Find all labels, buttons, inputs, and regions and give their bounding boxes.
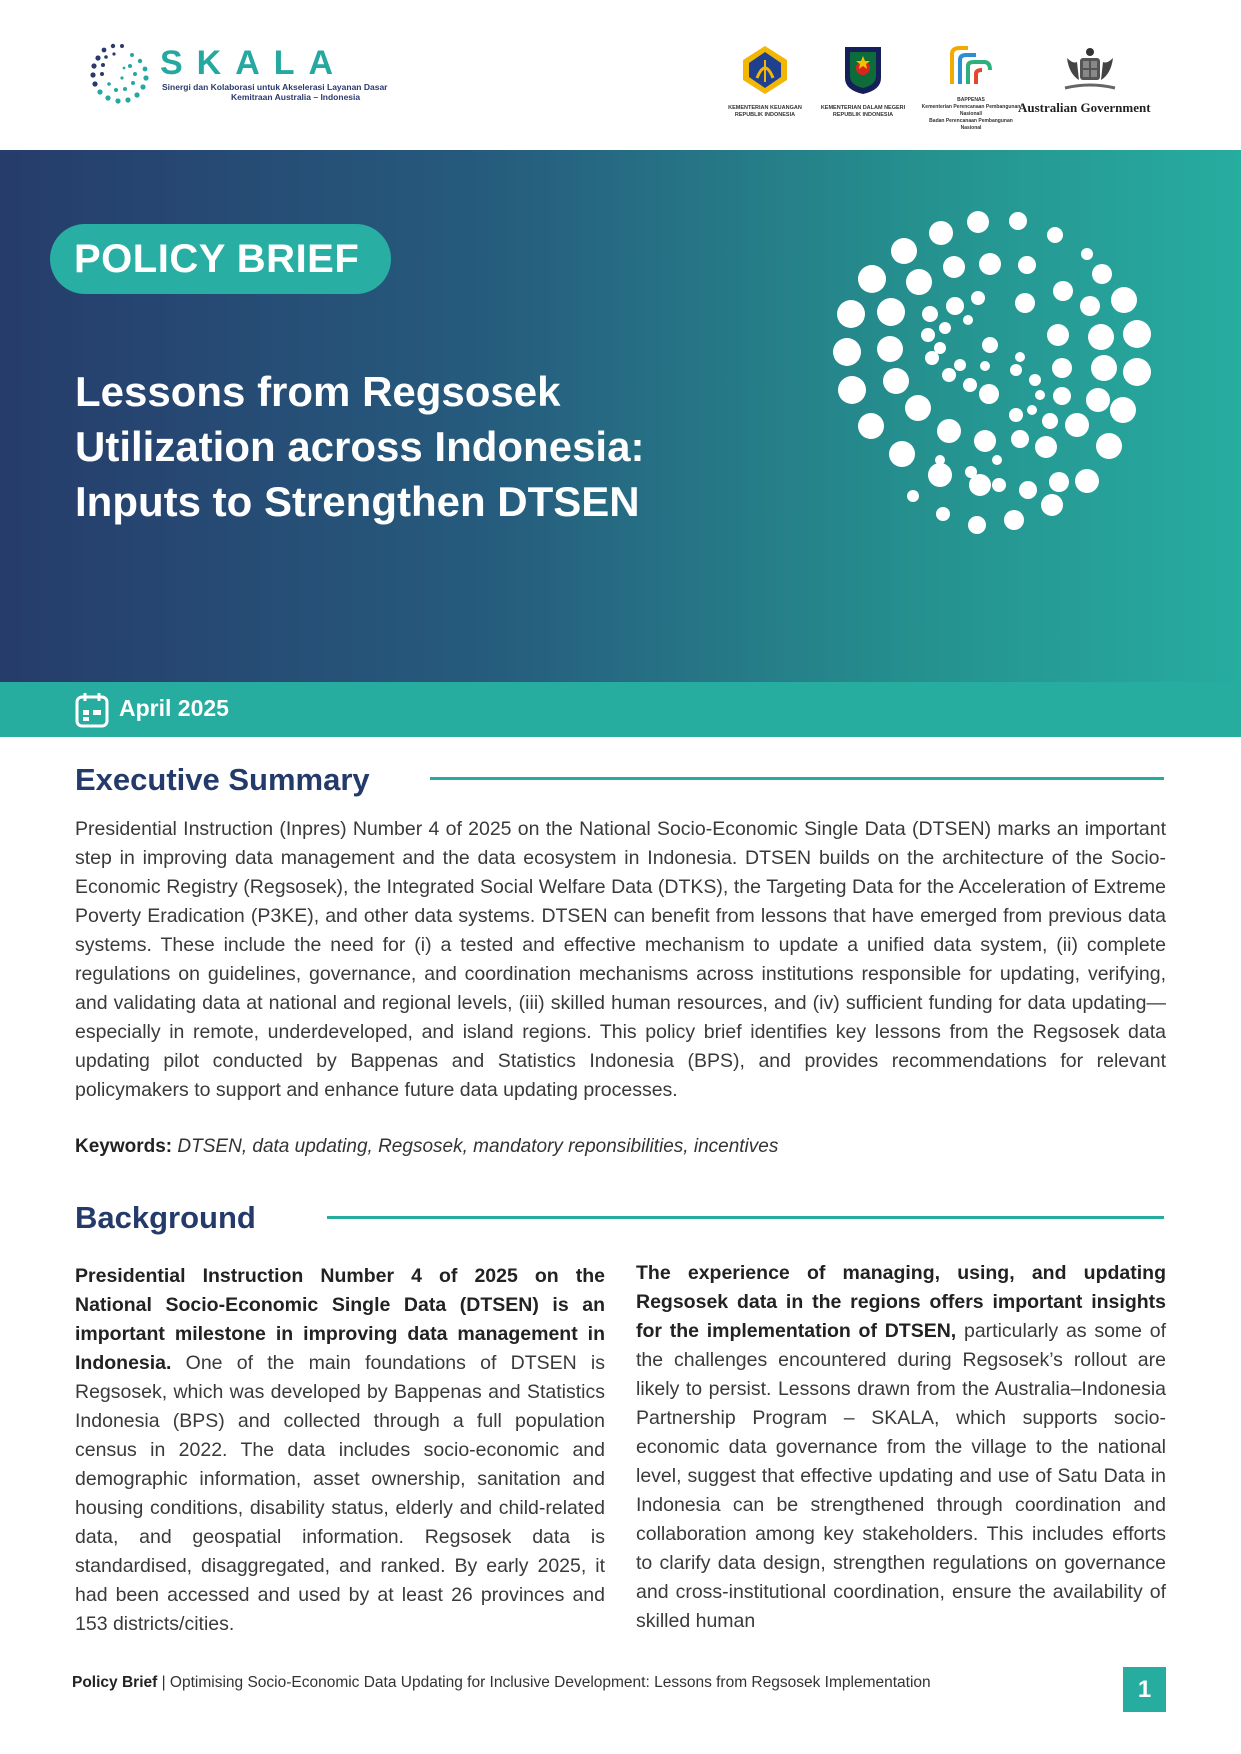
partner-caption: BAPPENAS Kementerian Perencanaan Pembangunan Nasional/ Badan Perencanaan Pembangunan Nasional: [921, 97, 1021, 131]
page-footer: [72, 1674, 931, 1692]
hero-banner: [0, 150, 1241, 682]
background-column-2: [636, 1259, 1166, 1636]
document-header: [0, 0, 1241, 150]
australian-government-label: Australian Government: [1018, 100, 1151, 115]
keywords-list: DTSEN, data updating, Regsosek, mandatory reponsibilities, incentives: [177, 1136, 779, 1157]
footer-separator: |: [157, 1674, 170, 1691]
skala-partnership-tagline: Kemitraan Australia – Indonesia: [231, 92, 361, 102]
skala-logo-icon: [84, 38, 156, 110]
background-heading: Background: [75, 1200, 256, 1235]
executive-summary-body: Presidential Instruction (Inpres) Number 4 of 2025 on the National Socio-Economic Single Data (DTSEN) marks an important step in improving data management and the data ecosystem in Indonesia. DTSEN builds on the architecture of the Socio-Economic Registry (Regsosek), the Integrated Social Welfare Data (DTKS), the Targeting Data for the Acceleration of Extreme Poverty Eradication (P3KE), and other data systems. DTSEN can benefit from lessons that have emerged from previous data systems. These include the need for (i) a tested and effective mechanism to update a unified data system, (ii) complete regulations on guidelines, governance, and coordination mechanisms across institutions responsible for updating, verifying, and validating data at national and regional levels, (iii) skilled human resources, and (iv) sufficient funding for data updating—especially in remote, underdeveloped, and island regions. This policy brief identifies key lessons from the Regsosek data updating pilot conducted by Bappenas and Statistics Indonesia (BPS), and provides recommendations for relevant policymakers to support and enhance future data updating processes.: [75, 818, 1166, 1101]
background-col2-body: particularly as some of the challenges encountered during Regsosek’s rollout are likely to persist. Lessons drawn from the Australia–Indonesia Partnership Program – SKALA, which supports socio-economic data governance from the village to the national level, suggest that effective updating and use of Satu Data in Indonesia can be strengthened through coordination and collaboration among key stakeholders. This includes efforts to clarify data design, strengthen regulations on governance and cross-institutional coordination, ensure the availability of skilled human: [636, 1320, 1167, 1632]
decorative-dot-swirl-icon: [800, 190, 1220, 620]
background-col2-lead: The experience of managing, using, and updating Regsosek data in the regions offers important insights for the implementation of DTSEN,: [636, 1262, 1166, 1342]
australian-coat-of-arms-icon: [1055, 44, 1125, 96]
bappenas-logo-icon: [946, 44, 996, 88]
skala-wordmark: SKALA: [160, 44, 348, 82]
background-col1-lead: Presidential Instruction Number 4 of 2025 on the National Socio-Economic Single Data (DTSEN) is an important milestone in improving data management in Indonesia.: [75, 1265, 605, 1374]
kemenkeu-logo-icon: [739, 44, 791, 96]
calendar-icon: [75, 692, 109, 728]
partner-caption: KEMENTERIAN DALAM NEGERI REPUBLIK INDONESIA: [820, 105, 906, 118]
partner-kemendagri: [818, 44, 908, 119]
footer-document-title: Optimising Socio-Economic Data Updating for Inclusive Development: Lessons from Regsosek Implementation: [169, 1674, 931, 1691]
partner-australian-government: [1045, 44, 1135, 101]
footer-label: Policy Brief: [72, 1674, 158, 1691]
section-rule: [430, 777, 1164, 780]
publication-date: April 2025: [119, 695, 229, 721]
keywords-line: [75, 1136, 778, 1158]
title-line: Inputs to Strengthen DTSEN: [75, 478, 640, 525]
background-col1-body: One of the main foundations of DTSEN is Regsosek, which was developed by Bappenas and Statistics Indonesia (BPS) and collected through a full population census in 2022. The data includes socio-economic and demographic information, asset ownership, sanitation and housing conditions, disability status, elderly and child-related data, and geospatial information. Regsosek data is standardised, disaggregated, and ranked. By early 2025, it had been accessed and used by at least 26 provinces and 153 districts/cities.: [75, 1352, 606, 1635]
title-line: Utilization across Indonesia:: [75, 423, 645, 470]
executive-summary-heading: Executive Summary: [75, 762, 370, 797]
section-rule: [327, 1216, 1164, 1219]
document-title: [75, 364, 775, 529]
partner-bappenas: [920, 44, 1022, 132]
partner-caption: KEMENTERIAN KEUANGAN REPUBLIK INDONESIA: [728, 105, 802, 118]
date-band: [0, 682, 1241, 737]
keywords-label: Keywords:: [75, 1136, 173, 1157]
title-line: Lessons from Regsosek: [75, 368, 561, 415]
policy-brief-badge: POLICY BRIEF: [50, 224, 391, 294]
skala-tagline: Sinergi dan Kolaborasi untuk Akselerasi Layanan Dasar: [162, 82, 388, 92]
kemendagri-logo-icon: [842, 44, 884, 96]
background-column-1: [75, 1262, 605, 1639]
page-number: 1: [1123, 1667, 1166, 1712]
partner-kemenkeu: [725, 44, 805, 119]
